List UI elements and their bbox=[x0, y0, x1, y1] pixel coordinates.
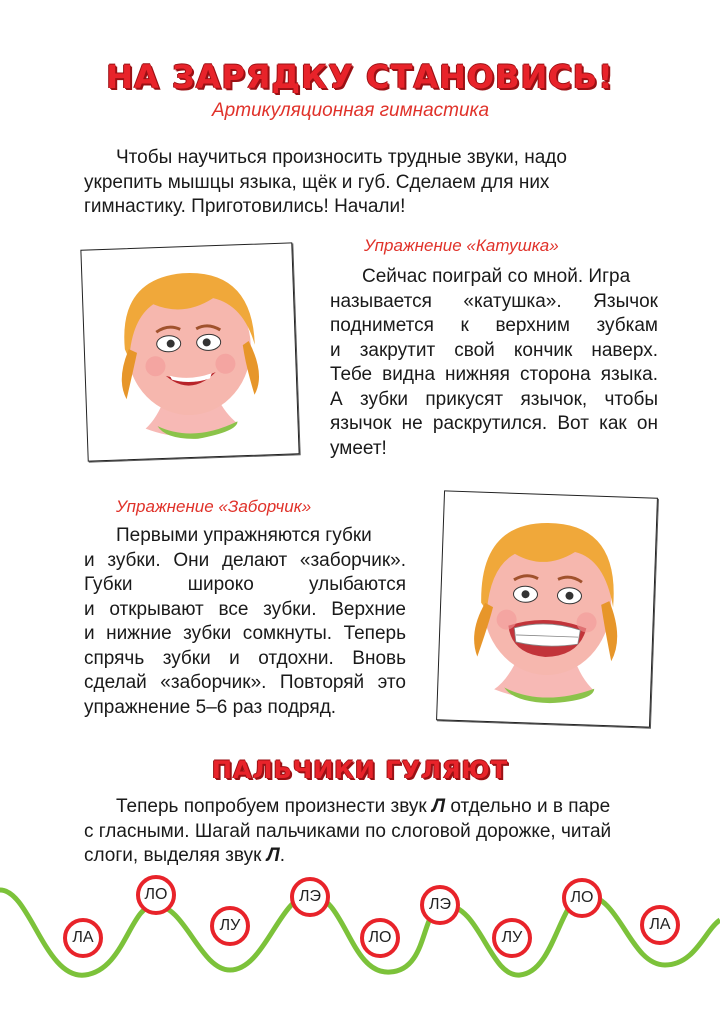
syllable-circle: ЛЭ bbox=[290, 877, 330, 917]
exercise1-line: поднимется к верхним зубкам bbox=[330, 315, 658, 336]
exercise1-line: умеет! bbox=[330, 437, 387, 459]
syllable-circle: ЛУ bbox=[210, 906, 250, 946]
fingers-line-part: отдельно и в паре bbox=[445, 796, 611, 817]
exercise1-line: Сейчас поиграй со мной. Игра bbox=[362, 266, 631, 287]
fingers-text bbox=[84, 795, 664, 869]
page-title: НА ЗАРЯДКУ СТАНОВИСЬ! bbox=[106, 58, 614, 96]
exercise2-line: Губки широко улыбаются bbox=[84, 574, 406, 595]
exercise2-text bbox=[84, 524, 406, 720]
exercise1-line: и закрутит свой кончик наверх. bbox=[330, 339, 658, 361]
exercise2-line: упражнение 5–6 раз подряд. bbox=[84, 696, 337, 718]
intro-line: укрепить мышцы языка, щёк и губ. Сделаем для них bbox=[84, 171, 550, 193]
syllable-circle: ЛУ bbox=[492, 918, 532, 958]
exercise1-line: Тебе видна нижняя сторона языка. bbox=[330, 364, 658, 385]
fingers-line-part: . bbox=[279, 845, 286, 866]
syllable-circle: ЛА bbox=[63, 918, 103, 958]
syllable-circle: ЛО bbox=[136, 875, 176, 915]
sound-letter: Л bbox=[266, 845, 280, 866]
exercise2-title: Упражнение «Заборчик» bbox=[116, 497, 312, 516]
section-title-fingers: ПАЛЬЧИКИ ГУЛЯЮТ bbox=[211, 756, 509, 784]
syllable-circle: ЛО bbox=[360, 918, 400, 958]
exercise2-line: и зубки. Они делают «заборчик». bbox=[84, 549, 406, 571]
fingers-line bbox=[84, 795, 664, 820]
exercise2-line: сделай «заборчик». Повторяй это bbox=[84, 672, 406, 693]
fingers-line-part: Теперь попробуем произнести звук bbox=[116, 796, 433, 817]
exercise1-text bbox=[330, 265, 658, 461]
sound-letter: Л bbox=[432, 796, 446, 817]
syllable-circle: ЛЭ bbox=[420, 885, 460, 925]
exercise2-line: и нижние зубки сомкнуты. Теперь bbox=[84, 623, 406, 644]
intro-line: гимнастику. Приготовились! Начали! bbox=[84, 196, 406, 217]
intro-line: Чтобы научиться произносить трудные звуки, надо bbox=[116, 147, 567, 168]
syllable-circle: ЛА bbox=[640, 905, 680, 945]
fingers-line: с гласными. Шагай пальчиками по слоговой дорожке, читай bbox=[84, 820, 612, 842]
exercise1-line: А зубки прикусят язычок, чтобы bbox=[330, 388, 658, 410]
exercise2-line: Первыми упражняются губки bbox=[116, 525, 372, 546]
exercise2-line: спрячь зубки и отдохни. Вновь bbox=[84, 647, 406, 669]
intro-text bbox=[84, 146, 616, 220]
page-subtitle: Артикуляционная гимнастика bbox=[212, 100, 490, 121]
exercise1-line: называется «катушка». Язычок bbox=[330, 290, 658, 312]
syllable-circle: ЛО bbox=[562, 878, 602, 918]
exercise2-line: и открывают все зубки. Верхние bbox=[84, 598, 406, 620]
syllable-path bbox=[0, 860, 720, 990]
face-illustration-reel bbox=[80, 242, 299, 461]
syllable-path-line bbox=[0, 860, 720, 990]
exercise1-title: Упражнение «Катушка» bbox=[364, 236, 559, 255]
fingers-line-part: слоги, выделяя звук bbox=[84, 845, 267, 866]
face-illustration-fence bbox=[436, 490, 658, 727]
exercise1-line: язычок не раскрутился. Вот как он bbox=[330, 413, 658, 434]
